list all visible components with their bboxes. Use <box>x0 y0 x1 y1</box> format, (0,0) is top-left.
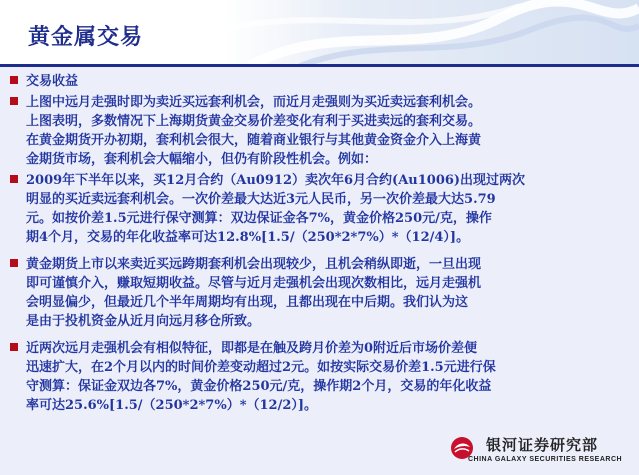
bullet-list <box>9 72 621 423</box>
list-item-text: 交易收益 <box>26 74 79 89</box>
square-bullet-icon <box>10 175 18 183</box>
list-item <box>9 339 621 415</box>
list-item <box>9 72 621 91</box>
logo-english-text: CHINA GALAXY SECURITIES RESEARCH <box>468 456 623 463</box>
slide-header <box>0 0 639 66</box>
company-logo <box>446 432 639 472</box>
list-item <box>9 171 621 247</box>
square-bullet-icon <box>10 76 18 84</box>
list-item-text: 近两次远月走强机会有相似特征，即都是在触及跨月价差为0附近后市场价差便 迅速扩大，在2个月以内的时间价差变动超过2元。如按实际交易价差1.5元进行保 守测算：保证金双边各7%，黄金价格250元/克，操作期2个月，交易的年化收益 率可达25.6%[1.5/（250*2*7%）*（12/2）]。 <box>26 341 496 413</box>
list-item-text: 黄金期货上市以来卖近买远跨期套利机会出现较少，且机会稍纵即逝，一旦出现 即可谨慎介入，赚取短期收益。尽管与近月走强机会出现次数相比，远月走强机 会明显偏少，但最近几个半年周期均有出现，且都出现在中后期。我们认为这 是由于投机资金从近月向远月移仓所致。 <box>26 257 482 329</box>
logo-chinese-text: 银河证券研究部 <box>486 436 599 454</box>
list-item-text: 2009年下半年以来，买12月合约（Au0912）卖次年6月合约(Au1006)出现过两次 明显的买近卖远套利机会。一次价差最大达近3元人民币，另一次价差最大达5.79 元。如按价差1.5元进行保守测算：双边保证金各7%，黄金价格250元/克，操作 期4个月，交易的年化收益率可达12.8%[1.5/（250*2*7%）*（12/4）]。 <box>26 173 526 245</box>
list-item-text: 上图中远月走强时即为卖近买远套利机会，而近月走强则为买近卖远套利机会。 上图表明，多数情况下上海期货黄金交易价差变化有利于买进卖远的套利交易。 在黄金期货开办初期，套利机会很大，随着商业银行与其他黄金资金介入上海黄 金期货市场，套利机会大幅缩小，但仍有阶段性机会。例如： <box>26 95 482 167</box>
list-item <box>9 93 621 169</box>
header-divider <box>0 64 639 67</box>
square-bullet-icon <box>10 259 18 267</box>
page-title: 黄金属交易 <box>28 24 144 50</box>
square-bullet-icon <box>10 97 18 105</box>
square-bullet-icon <box>10 343 18 351</box>
list-item <box>9 255 621 331</box>
